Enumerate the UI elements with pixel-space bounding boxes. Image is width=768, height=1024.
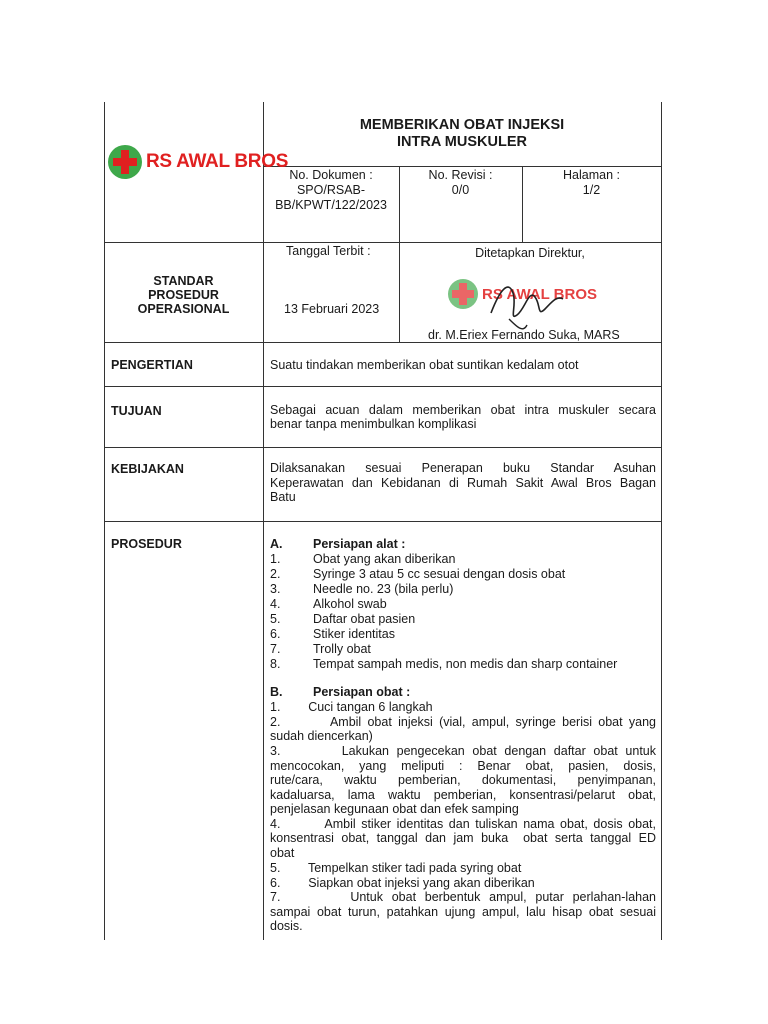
list-item-number: 6. <box>270 627 281 641</box>
section-label-tujuan: TUJUAN <box>111 404 162 418</box>
b-step-7-line2: sampai obat turun, patahkan ujung ampul, lalu hisap obat sesuai <box>270 905 656 919</box>
doc-number-value-line1: SPO/RSAB- <box>296 183 366 197</box>
kebijakan-line2: Keperawatan dan Kebidanan di Rumah Sakit Awal Bros Bagan <box>270 476 656 490</box>
divider-title <box>263 166 661 167</box>
section-label-kebijakan: KEBIJAKAN <box>111 462 184 476</box>
b-step-3-line4: kadaluarsa, lama waktu pemberian, konsentrasi/pelarut obat, <box>270 788 656 802</box>
list-item-text: Obat yang akan diberikan <box>313 552 456 566</box>
section-b-title: Persiapan obat : <box>313 685 411 699</box>
list-item-number: 2. <box>270 567 281 581</box>
list-item-text: Syringe 3 atau 5 cc sesuai dengan dosis obat <box>313 567 566 581</box>
section-a-title: Persiapan alat : <box>313 537 406 551</box>
section-label-prosedur: PROSEDUR <box>111 537 182 551</box>
divider-doc-meta <box>104 242 661 243</box>
sop-label-line3: OPERASIONAL <box>137 302 230 316</box>
kebijakan-line1: Dilaksanakan sesuai Penerapan buku Standar Asuhan <box>270 461 656 475</box>
b-step-7-line3: dosis. <box>270 919 303 933</box>
b-step-4-line2: konsentrasi obat, tanggal dan jam buka obat serta tanggal ED <box>270 831 656 845</box>
section-label-pengertian: PENGERTIAN <box>111 358 193 372</box>
page-value: 1/2 <box>582 183 601 197</box>
pengertian-text: Suatu tindakan memberikan obat suntikan kedalam otot <box>270 358 579 372</box>
approved-by-label: Ditetapkan Direktur, <box>475 246 585 260</box>
list-item-text: Stiker identitas <box>313 627 395 641</box>
list-item-text: Needle no. 23 (bila perlu) <box>313 582 454 596</box>
medical-cross-icon <box>108 145 142 179</box>
list-item-number: 5. <box>270 612 281 626</box>
divider-tujuan <box>104 447 661 448</box>
b-step-4-line1: 4. Ambil stiker identitas dan tuliskan nama obat, dosis obat, <box>270 817 656 831</box>
tujuan-line2: benar tanpa menimbulkan komplikasi <box>270 417 477 431</box>
list-item-number: 7. <box>270 642 281 656</box>
list-item-number: 1. <box>270 552 281 566</box>
b-step-2-line2: sudah diencerkan) <box>270 729 373 743</box>
b-step-5: 5. Tempelkan stiker tadi pada syring obat <box>270 861 522 875</box>
b-step-3-line5: penjelasan kegunaan obat dan efek samping <box>270 802 519 816</box>
sop-label-line1: STANDAR <box>153 274 214 288</box>
section-a-letter: A. <box>270 537 283 551</box>
logo-text: RS AWAL BROS <box>146 151 289 172</box>
document-title-line2: INTRA MUSKULER <box>397 134 527 150</box>
sop-label-line2: PROSEDUR <box>148 288 219 302</box>
tujuan-line1: Sebagai acuan dalam memberikan obat intra muskuler secara <box>270 403 656 417</box>
list-item-number: 8. <box>270 657 281 671</box>
b-step-2-line1: 2. Ambil obat injeksi (vial, ampul, syringe berisi obat yang <box>270 715 656 729</box>
revision-label: No. Revisi : <box>428 168 493 182</box>
kebijakan-line3: Batu <box>270 490 296 504</box>
director-signature <box>487 275 567 335</box>
divider-pengertian <box>104 386 661 387</box>
list-item-number: 4. <box>270 597 281 611</box>
doc-number-label: No. Dokumen : <box>289 168 373 182</box>
b-step-4-line3: obat <box>270 846 295 860</box>
b-step-6: 6. Siapkan obat injeksi yang akan diberikan <box>270 876 535 890</box>
list-item-number: 3. <box>270 582 281 596</box>
hospital-logo <box>108 145 288 179</box>
page-label: Halaman : <box>563 168 620 182</box>
document-title-line1: MEMBERIKAN OBAT INJEKSI <box>359 117 565 133</box>
b-step-3-line1: 3. Lakukan pengecekan obat dengan daftar obat untuk <box>270 744 656 758</box>
table-border-right <box>661 102 662 940</box>
issue-date-label: Tanggal Terbit : <box>286 244 371 258</box>
doc-number-value-line2: BB/KPWT/122/2023 <box>275 198 387 212</box>
b-step-1: 1. Cuci tangan 6 langkah <box>270 700 433 714</box>
stamp-cross-icon <box>448 279 478 309</box>
b-step-3-line2: mencocokan, yang meliputi : Benar obat, pasien, dosis, <box>270 759 656 773</box>
director-name: dr. M.Eriex Fernando Suka, MARS <box>428 328 620 342</box>
b-step-7-line1: 7. Untuk obat berbentuk ampul, putar perlahan-lahan <box>270 890 656 904</box>
issue-date: 13 Februari 2023 <box>284 302 380 316</box>
stamp-text: RS AWAL BROS <box>482 285 598 303</box>
list-item-text: Tempat sampah medis, non medis dan sharp container <box>313 657 618 671</box>
b-step-3-line3: rute/cara, waktu pemberian, dokumentasi, penyimpanan, <box>270 773 656 787</box>
revision-value: 0/0 <box>451 183 470 197</box>
list-item-text: Alkohol swab <box>313 597 387 611</box>
section-b-letter: B. <box>270 685 283 699</box>
divider-kebijakan <box>104 521 661 522</box>
list-item-text: Trolly obat <box>313 642 371 656</box>
list-item-text: Daftar obat pasien <box>313 612 416 626</box>
